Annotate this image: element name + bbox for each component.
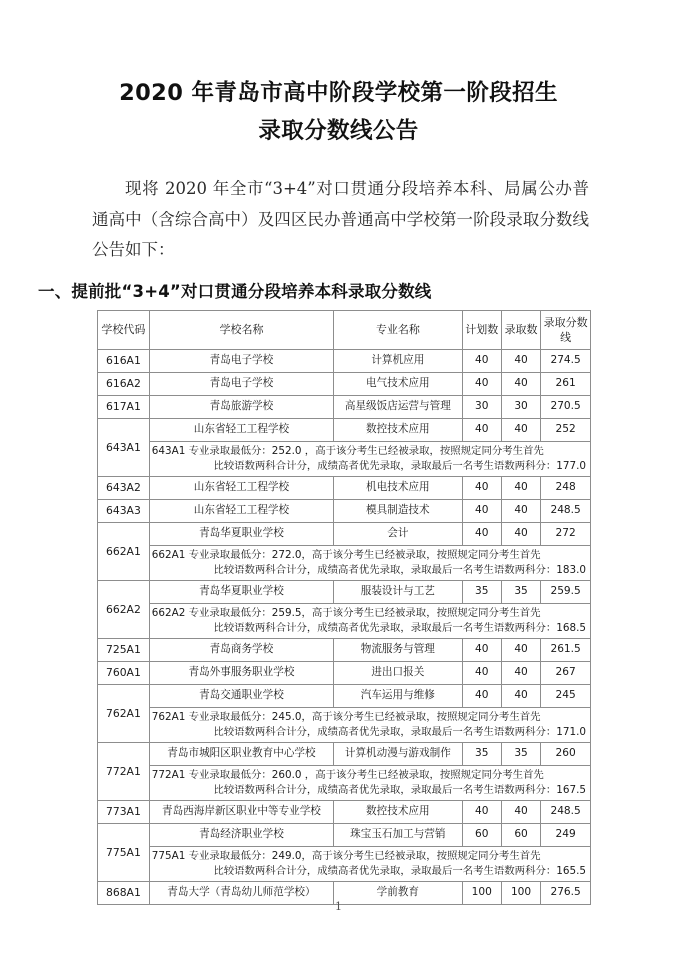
cell-school-name: 青岛电子学校 (149, 349, 333, 372)
cell-major-name: 学前教育 (334, 881, 462, 904)
cell-major-name: 模具制造技术 (334, 499, 462, 522)
cell-school-code: 643A2 (98, 476, 150, 499)
table-row-note (98, 603, 591, 638)
cell-school-code: 725A1 (98, 638, 150, 661)
cell-major-name: 服装设计与工艺 (334, 580, 462, 603)
table-row-note (98, 707, 591, 742)
cell-school-code: 772A1 (98, 742, 150, 800)
note-line-2: 比较语数两科合计分，成绩高者优先录取，录取最后一名考生语数两科分：167.5 (213, 783, 586, 796)
table-row-note (98, 441, 591, 476)
page-number: 1 (335, 900, 342, 913)
cell-score-line: 261 (541, 372, 591, 395)
cell-score-line: 259.5 (541, 580, 591, 603)
column-header-admitted: 录取数 (501, 310, 540, 349)
note-line-2: 比较语数两科合计分，成绩高者优先录取，录取最后一名考生语数两科分：168.5 (213, 621, 586, 634)
table-row (98, 418, 591, 441)
cell-plan-count: 40 (462, 800, 501, 823)
cell-plan-count: 100 (462, 881, 501, 904)
cell-major-name: 电气技术应用 (334, 372, 462, 395)
cell-plan-count: 35 (462, 742, 501, 765)
cell-school-code: 760A1 (98, 661, 150, 684)
table-header-row (98, 310, 591, 349)
table-row-note (98, 846, 591, 881)
cell-plan-count: 35 (462, 580, 501, 603)
cell-admitted-count: 40 (501, 661, 540, 684)
cell-plan-count: 40 (462, 499, 501, 522)
cell-school-name: 青岛华夏职业学校 (149, 522, 333, 545)
cell-major-name: 机电技术应用 (334, 476, 462, 499)
cell-major-name: 汽车运用与维修 (334, 684, 462, 707)
table-row (98, 499, 591, 522)
cell-school-code: 617A1 (98, 395, 150, 418)
cell-score-line: 270.5 (541, 395, 591, 418)
note-line-1: 772A1 专业录取最低分：260.0 ，高于该分考生已经被录取，按照规定同分考生首先 (151, 768, 544, 781)
cell-plan-count: 40 (462, 638, 501, 661)
cell-score-line: 248 (541, 476, 591, 499)
cell-plan-count: 40 (462, 684, 501, 707)
cell-school-code: 773A1 (98, 800, 150, 823)
note-line-2: 比较语数两科合计分，成绩高者优先录取，录取最后一名考生语数两科分：171.0 (213, 725, 586, 738)
column-header-school: 学校名称 (149, 310, 333, 349)
cell-school-name: 青岛外事服务职业学校 (149, 661, 333, 684)
cell-plan-count: 40 (462, 349, 501, 372)
intro-paragraph: 现将 2020 年全市“3+4”对口贯通分段培养本科、局属公办普通高中（含综合高中）及四区民办普通高中学校第一阶段录取分数线公告如下： (92, 179, 589, 259)
cell-score-line: 252 (541, 418, 591, 441)
note-line-1: 775A1 专业录取最低分：249.0，高于该分考生已经被录取，按照规定同分考生首先 (151, 849, 541, 862)
cell-school-name: 山东省轻工工程学校 (149, 499, 333, 522)
cell-major-name: 计算机动漫与游戏制作 (334, 742, 462, 765)
table-row (98, 638, 591, 661)
cell-school-code: 643A1 (98, 418, 150, 476)
table-row (98, 395, 591, 418)
cell-plan-count: 40 (462, 522, 501, 545)
cell-admitted-count: 40 (501, 499, 540, 522)
table-row-note (98, 765, 591, 800)
cell-school-name: 青岛电子学校 (149, 372, 333, 395)
cell-school-name: 青岛商务学校 (149, 638, 333, 661)
cell-major-name: 高星级饭店运营与管理 (334, 395, 462, 418)
cell-admitted-count: 35 (501, 580, 540, 603)
cell-score-line: 248.5 (541, 499, 591, 522)
cell-plan-count: 40 (462, 418, 501, 441)
cell-major-name: 珠宝玉石加工与营销 (334, 823, 462, 846)
cell-admitted-count: 60 (501, 823, 540, 846)
cell-school-name: 青岛交通职业学校 (149, 684, 333, 707)
cell-school-code: 775A1 (98, 823, 150, 881)
cell-plan-count: 40 (462, 372, 501, 395)
cell-score-line: 260 (541, 742, 591, 765)
cell-major-name: 数控技术应用 (334, 418, 462, 441)
cell-score-line: 276.5 (541, 881, 591, 904)
table-row (98, 580, 591, 603)
cell-major-name: 进出口报关 (334, 661, 462, 684)
note-line-1: 662A2 专业录取最低分：259.5，高于该分考生已经被录取，按照规定同分考生首先 (151, 606, 541, 619)
cell-admitted-count: 100 (501, 881, 540, 904)
cell-admission-note (149, 707, 590, 742)
table-row (98, 684, 591, 707)
cell-score-line: 261.5 (541, 638, 591, 661)
cell-plan-count: 30 (462, 395, 501, 418)
cell-major-name: 物流服务与管理 (334, 638, 462, 661)
cell-admitted-count: 40 (501, 638, 540, 661)
cell-score-line: 274.5 (541, 349, 591, 372)
note-line-1: 762A1 专业录取最低分：245.0，高于该分考生已经被录取，按照规定同分考生首先 (151, 710, 541, 723)
cell-admitted-count: 40 (501, 349, 540, 372)
cell-school-name: 青岛西海岸新区职业中等专业学校 (149, 800, 333, 823)
cell-school-name: 青岛华夏职业学校 (149, 580, 333, 603)
cell-admitted-count: 40 (501, 800, 540, 823)
cell-admission-note (149, 441, 590, 476)
column-header-major: 专业名称 (334, 310, 462, 349)
page-title-line-2: 录取分数线公告 (258, 118, 419, 144)
page-title (0, 0, 677, 150)
cell-school-name: 山东省轻工工程学校 (149, 476, 333, 499)
table-row (98, 823, 591, 846)
cell-school-code: 616A1 (98, 349, 150, 372)
table-row-note (98, 545, 591, 580)
cell-school-name: 青岛市城阳区职业教育中心学校 (149, 742, 333, 765)
cell-school-code: 662A1 (98, 522, 150, 580)
cell-admitted-count: 40 (501, 684, 540, 707)
cell-plan-count: 40 (462, 476, 501, 499)
note-line-1: 643A1 专业录取最低分：252.0 ，高于该分考生已经被录取，按照规定同分考生首先 (151, 444, 544, 457)
cell-admission-note (149, 603, 590, 638)
cell-school-name: 山东省轻工工程学校 (149, 418, 333, 441)
cell-admitted-count: 40 (501, 372, 540, 395)
cell-admitted-count: 40 (501, 418, 540, 441)
table-header (98, 310, 591, 349)
score-table-container (0, 310, 677, 905)
cell-admission-note (149, 765, 590, 800)
note-line-2: 比较语数两科合计分，成绩高者优先录取，录取最后一名考生语数两科分：177.0 (213, 459, 586, 472)
cell-admitted-count: 40 (501, 522, 540, 545)
note-line-2: 比较语数两科合计分，成绩高者优先录取，录取最后一名考生语数两科分：183.0 (213, 563, 586, 576)
cell-score-line: 248.5 (541, 800, 591, 823)
cell-admitted-count: 40 (501, 476, 540, 499)
cell-admission-note (149, 846, 590, 881)
cell-admitted-count: 30 (501, 395, 540, 418)
cell-score-line: 249 (541, 823, 591, 846)
cell-score-line: 272 (541, 522, 591, 545)
cell-school-code: 616A2 (98, 372, 150, 395)
cell-admission-note (149, 545, 590, 580)
cell-admitted-count: 35 (501, 742, 540, 765)
cell-major-name: 数控技术应用 (334, 800, 462, 823)
cell-plan-count: 40 (462, 661, 501, 684)
table-row (98, 661, 591, 684)
table-row (98, 372, 591, 395)
cell-score-line: 245 (541, 684, 591, 707)
cell-school-name: 青岛经济职业学校 (149, 823, 333, 846)
cell-score-line: 267 (541, 661, 591, 684)
cell-school-name: 青岛大学（青岛幼儿师范学校） (149, 881, 333, 904)
table-body (98, 349, 591, 904)
column-header-score: 录取分数线 (541, 310, 591, 349)
table-row (98, 522, 591, 545)
cell-school-code: 643A3 (98, 499, 150, 522)
cell-major-name: 计算机应用 (334, 349, 462, 372)
cell-school-code: 762A1 (98, 684, 150, 742)
column-header-code: 学校代码 (98, 310, 150, 349)
cell-school-code: 662A2 (98, 580, 150, 638)
cell-plan-count: 60 (462, 823, 501, 846)
note-line-2: 比较语数两科合计分，成绩高者优先录取，录取最后一名考生语数两科分：165.5 (213, 864, 586, 877)
cell-school-code: 868A1 (98, 881, 150, 904)
section-heading: 一、提前批“3+4”对口贯通分段培养本科录取分数线 (38, 281, 432, 301)
table-row (98, 742, 591, 765)
note-line-1: 662A1 专业录取最低分：272.0，高于该分考生已经被录取，按照规定同分考生首先 (151, 548, 541, 561)
column-header-plan: 计划数 (462, 310, 501, 349)
table-row (98, 476, 591, 499)
score-table (97, 310, 591, 905)
table-row (98, 349, 591, 372)
table-row (98, 800, 591, 823)
cell-major-name: 会计 (334, 522, 462, 545)
cell-school-name: 青岛旅游学校 (149, 395, 333, 418)
page-title-line-1: 2020 年青岛市高中阶段学校第一阶段招生 (119, 80, 558, 106)
